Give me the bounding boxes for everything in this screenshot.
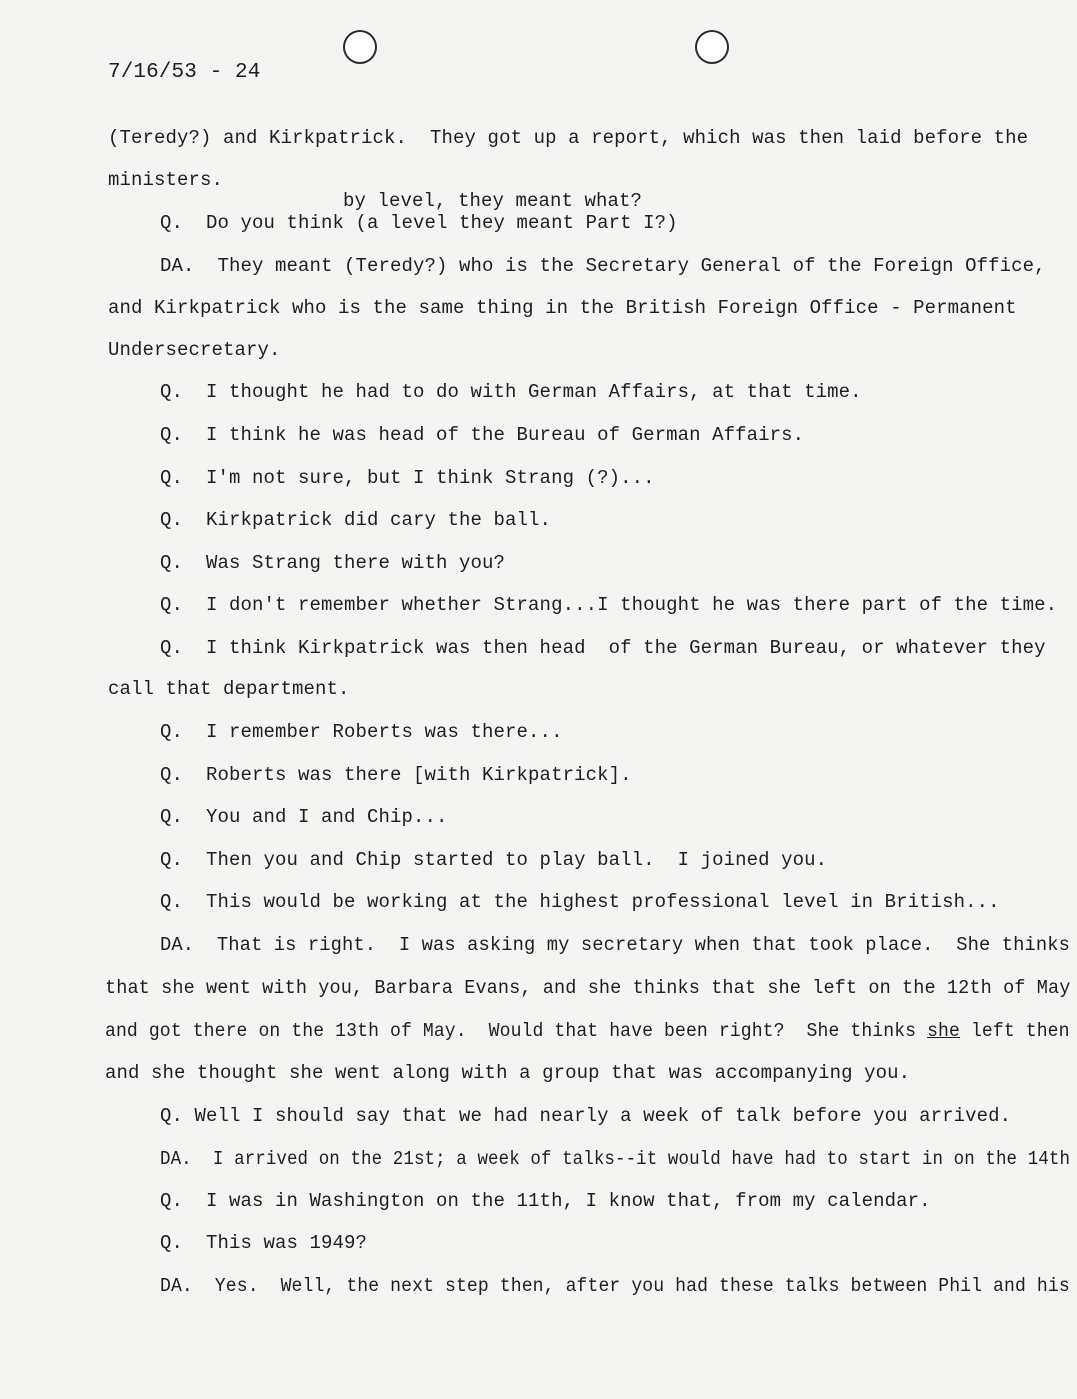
text-line: Q. I was in Washington on the 11th, I know that, from my calendar. [160, 1190, 931, 1212]
text-line: by level, they meant what? [343, 190, 643, 212]
text-line: Q. Then you and Chip started to play ball. I joined you. [160, 849, 828, 871]
text-line: Q. Kirkpatrick did cary the ball. [160, 509, 552, 531]
text-line: that she went with you, Barbara Evans, and she thinks that she left on the 12th of May [105, 977, 1071, 999]
text-line: DA. I arrived on the 21st; a week of talks--it would have had to start in on the 14th [160, 1148, 1071, 1170]
text-segment: left then [959, 1020, 1070, 1042]
text-line: Q. I'm not sure, but I think Strang (?)... [160, 467, 655, 489]
text-line: Q. I thought he had to do with German Affairs, at that time. [160, 381, 862, 403]
text-line: Q. Roberts was there [with Kirkpatrick]. [160, 764, 632, 786]
text-line: DA. That is right. I was asking my secretary when that took place. She thinks [160, 934, 1071, 956]
text-line: Undersecretary. [108, 339, 281, 361]
punch-hole [343, 30, 377, 64]
text-line: Q. Was Strang there with you? [160, 552, 506, 574]
text-line: Q. Do you think (a level they meant Part I?) [160, 212, 678, 234]
text-line: Q. I remember Roberts was there... [160, 721, 563, 743]
page-reference: 7/16/53 - 24 [108, 61, 261, 84]
text-line: DA. Yes. Well, the next step then, after you had these talks between Phil and his [160, 1275, 1070, 1297]
punch-hole [695, 30, 729, 64]
text-line: Q. I don't remember whether Strang...I thought he was there part of the time. [160, 594, 1058, 616]
text-line: Q. This was 1949? [160, 1232, 368, 1254]
text-line: Q. This would be working at the highest professional level in British... [160, 891, 1000, 913]
text-line: DA. They meant (Teredy?) who is the Secretary General of the Foreign Office, [160, 255, 1046, 277]
text-line [105, 1020, 1070, 1042]
underlined-word: she [927, 1020, 960, 1042]
text-line: Q. I think he was head of the Bureau of German Affairs. [160, 424, 805, 446]
text-line: ministers. [108, 169, 224, 191]
text-line: and Kirkpatrick who is the same thing in the British Foreign Office - Permanent [108, 297, 1017, 319]
text-line: call that department. [108, 678, 350, 700]
text-line: Q. You and I and Chip... [160, 806, 448, 828]
text-line: Q. Well I should say that we had nearly a week of talk before you arrived. [160, 1105, 1012, 1127]
text-line: Q. I think Kirkpatrick was then head of the German Bureau, or whatever they [160, 637, 1046, 659]
text-segment: and got there on the 13th of May. Would that have been right? She thinks [105, 1020, 928, 1042]
text-line: and she thought she went along with a group that was accompanying you. [105, 1062, 911, 1084]
text-line: (Teredy?) and Kirkpatrick. They got up a report, which was then laid before the [108, 127, 1029, 149]
